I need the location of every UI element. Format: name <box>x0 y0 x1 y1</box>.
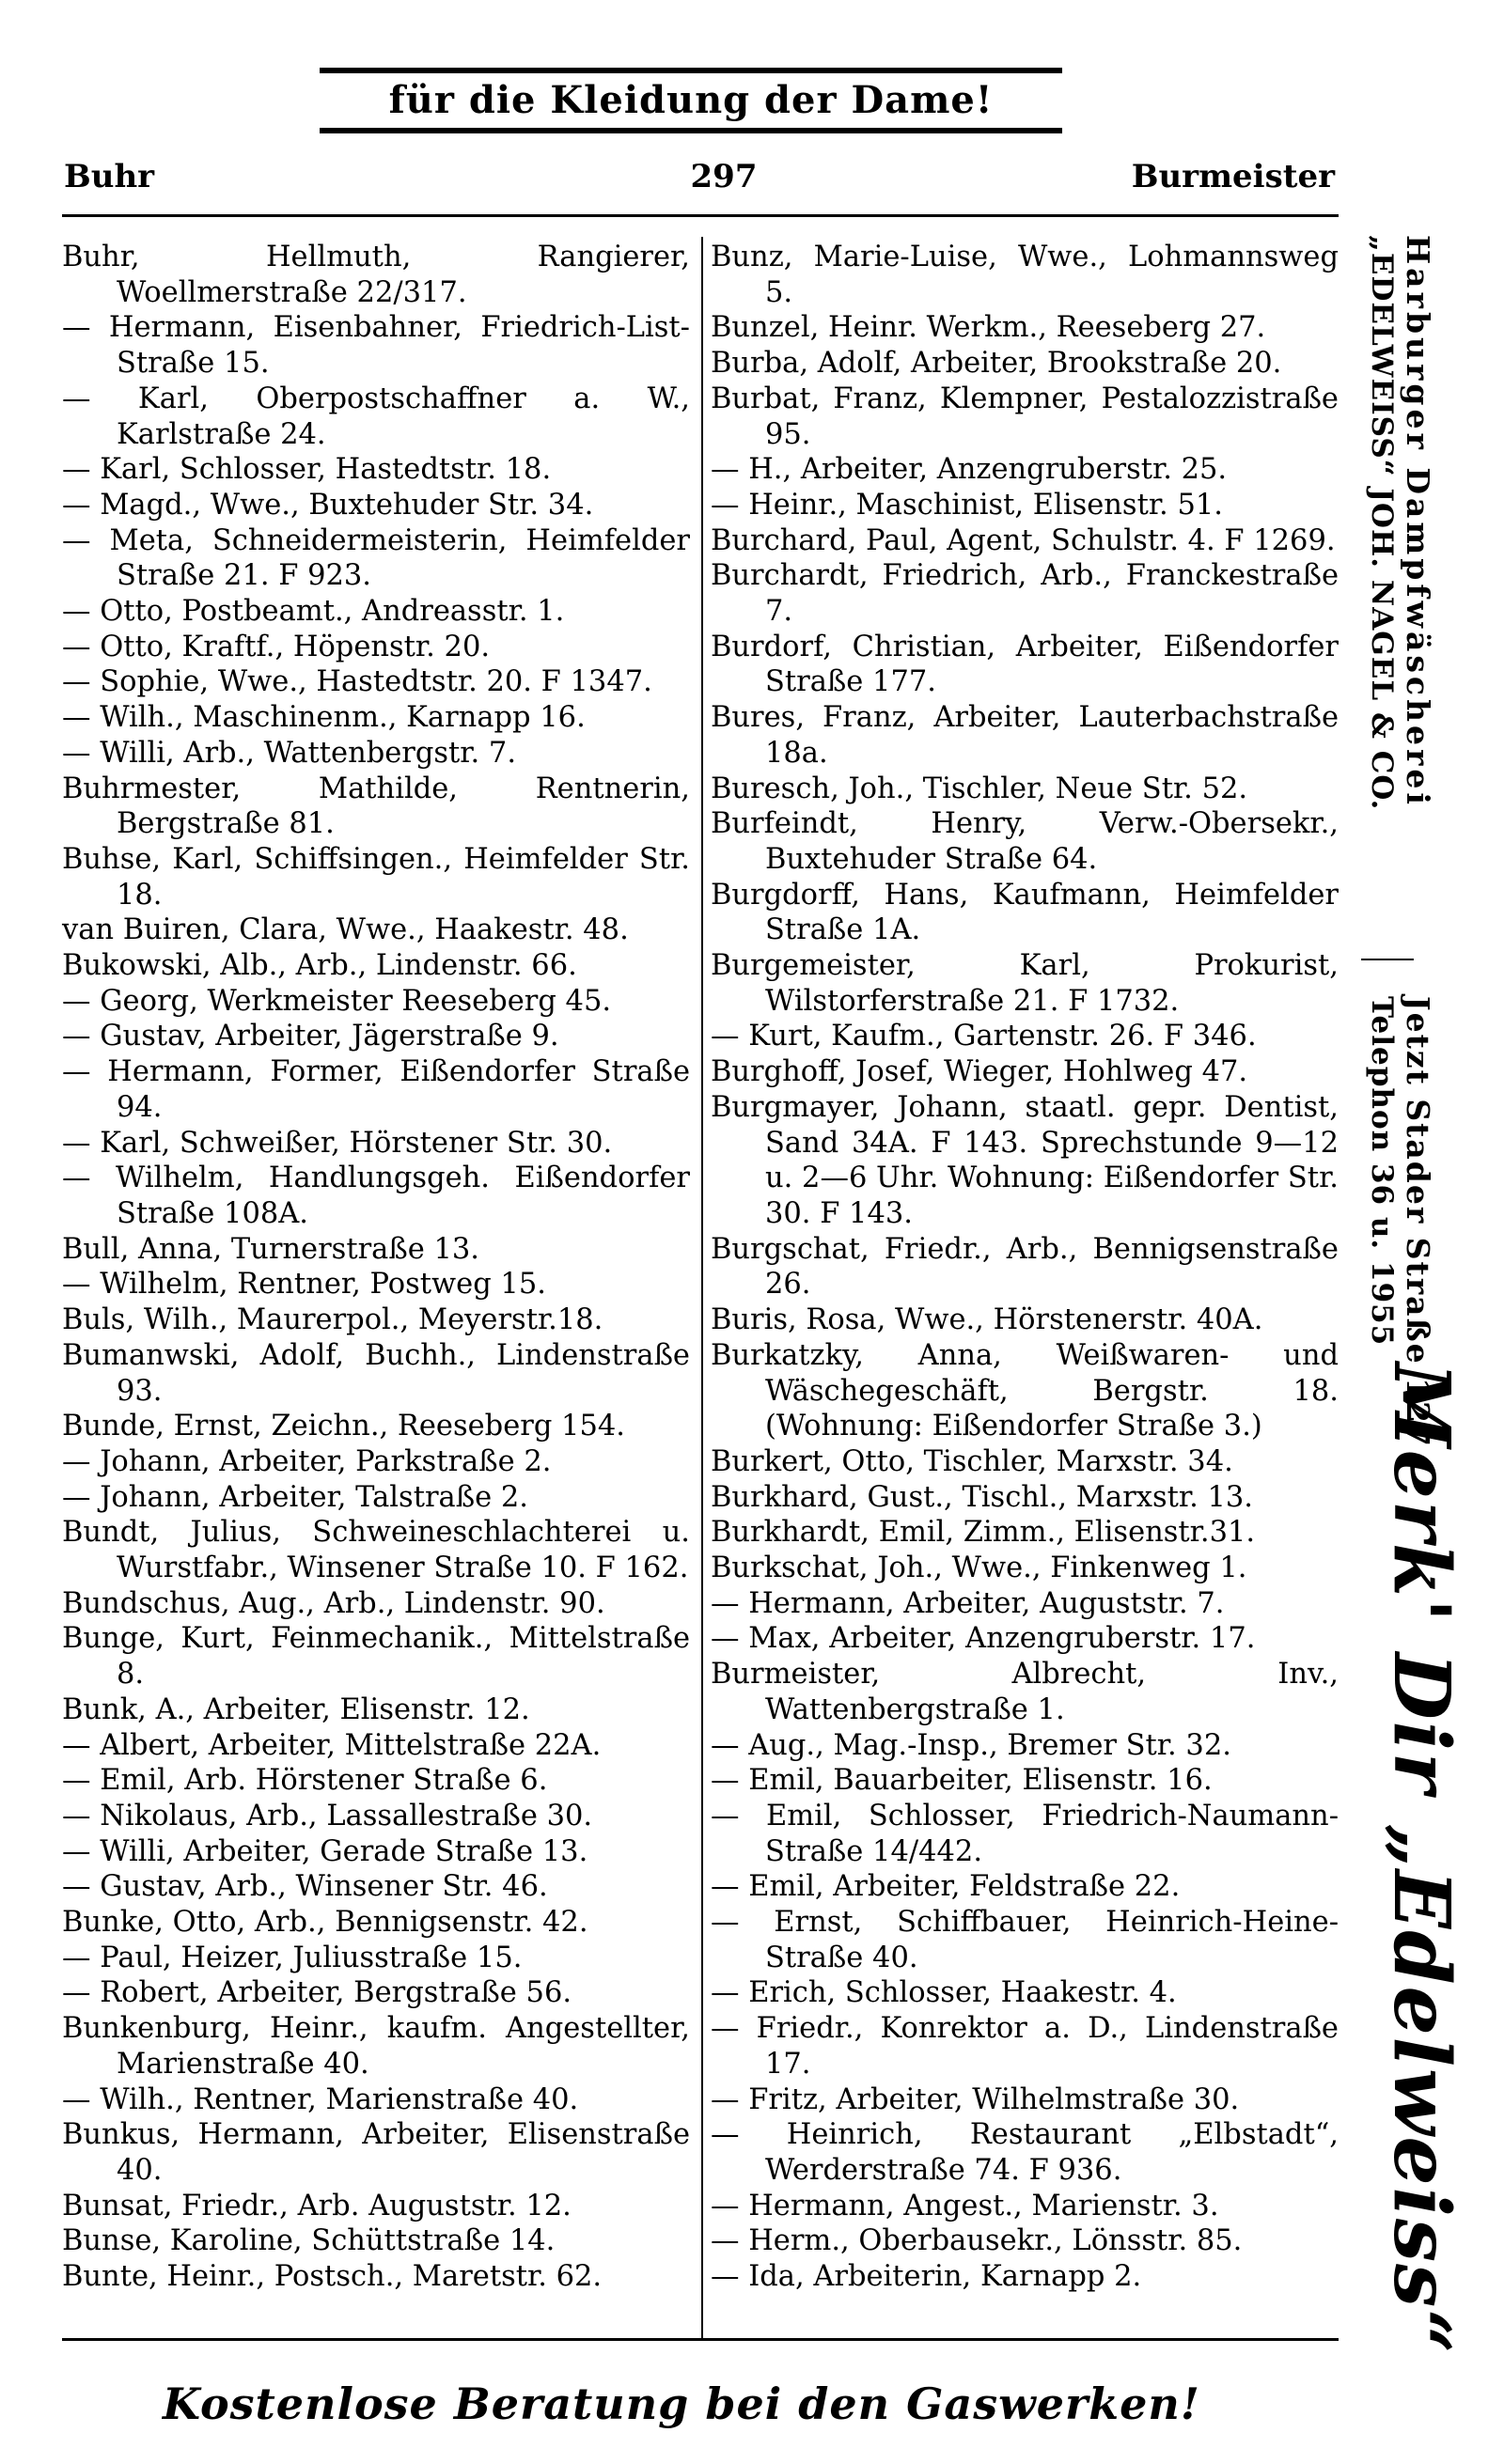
directory-entry: — Erich, Schlosser, Haakestr. 4. <box>711 1976 1177 2010</box>
directory-entry: Bull, Anna, Turnerstraße 13. <box>62 1232 479 1266</box>
right-column <box>711 240 1339 2295</box>
directory-entry: Bundschus, Aug., Arb., Lindenstr. 90. <box>62 1586 605 1620</box>
directory-entry: Bukowski, Alb., Arb., Lindenstr. 66. <box>62 949 577 983</box>
directory-entry: — Emil, Arbeiter, Feldstraße 22. <box>711 1870 1181 1904</box>
directory-entry: — Albert, Arbeiter, Mittelstraße 22A. <box>62 1728 602 1762</box>
directory-entry: — Karl, Schweißer, Hörstener Str. 30. <box>62 1126 613 1160</box>
directory-entry: Burdorf, Christian, Arbeiter, Eißendorfer Straße 177. <box>711 630 1339 699</box>
directory-entry: Buhr, Hellmuth, Rangierer, Woellmerstraße 22/317. <box>62 241 690 309</box>
directory-entry: Burkschat, Joh., Wwe., Finkenweg 1. <box>711 1552 1247 1585</box>
directory-entry: — Fritz, Arbeiter, Wilhelmstraße 30. <box>711 2082 1240 2116</box>
banner-bottom-rule <box>320 128 1062 133</box>
directory-entry: — Johann, Arbeiter, Talstraße 2. <box>62 1480 528 1514</box>
directory-entry: — Hermann, Eisenbahner, Friedrich-List-Straße 15. <box>62 311 690 381</box>
directory-entry: — Aug., Mag.-Insp., Bremer Str. 32. <box>711 1728 1231 1762</box>
directory-entry: Burmeister, Albrecht, Inv., Wattenbergstraße 1. <box>711 1658 1339 1726</box>
directory-entry: — Wilhelm, Rentner, Postweg 15. <box>62 1268 546 1302</box>
directory-entry: — Otto, Postbeamt., Andreasstr. 1. <box>62 595 565 629</box>
directory-entry: — Emil, Bauarbeiter, Elisenstr. 16. <box>711 1764 1213 1798</box>
column-divider <box>701 237 703 2338</box>
directory-entry: — Sophie, Wwe., Hastedtstr. 20. F 1347. <box>62 665 652 699</box>
directory-entry: — Willi, Arbeiter, Gerade Straße 13. <box>62 1834 588 1868</box>
directory-entry: Buhrmester, Mathilde, Rentnerin, Bergstraße 81. <box>62 772 690 841</box>
directory-entry: Burgdorff, Hans, Kaufmann, Heimfelder Straße 1A. <box>711 878 1339 947</box>
directory-entry: — Willi, Arb., Wattenbergstr. 7. <box>62 736 517 770</box>
directory-entry: — Heinrich, Restaurant „Elbstadt“, Werderstraße 74. F 936. <box>711 2118 1339 2187</box>
directory-entry: — Ernst, Schiffbauer, Heinrich-Heine-Straße 40. <box>711 1906 1339 1974</box>
directory-entry: Bunte, Heinr., Postsch., Maretstr. 62. <box>62 2260 603 2294</box>
directory-entry: — H., Arbeiter, Anzengruberstr. 25. <box>711 453 1228 487</box>
banner-top-rule <box>320 68 1062 73</box>
directory-entry: Bunkenburg, Heinr., kaufm. Angestellter, Marienstraße 40. <box>62 2012 690 2081</box>
directory-entry: Bunsat, Friedr., Arb. Auguststr. 12. <box>62 2189 572 2222</box>
directory-entry: Burkhardt, Emil, Zimm., Elisenstr.31. <box>711 1516 1256 1550</box>
page-number: 297 <box>690 158 758 195</box>
side-ad-slogan: Merk' Dir „Edelweiss“ <box>1376 1363 1466 2356</box>
directory-entry: — Otto, Kraftf., Höpenstr. 20. <box>62 630 491 663</box>
directory-entry: Burfeindt, Henry, Verw.-Obersekr., Buxtehuder Straße 64. <box>711 807 1339 876</box>
directory-entry: — Johann, Arbeiter, Parkstraße 2. <box>62 1444 552 1478</box>
directory-entry: — Herm., Oberbausekr., Lönsstr. 85. <box>711 2224 1243 2258</box>
directory-entry: Bumanwski, Adolf, Buchh., Lindenstraße 93. <box>62 1338 690 1408</box>
header-rule <box>62 214 1339 217</box>
directory-entry: Bunz, Marie-Luise, Wwe., Lohmannsweg 5. <box>711 241 1339 309</box>
directory-entry: Buls, Wilh., Maurerpol., Meyerstr.18. <box>62 1303 603 1337</box>
directory-entry: — Magd., Wwe., Buxtehuder Str. 34. <box>62 488 594 522</box>
directory-entry: — Gustav, Arbeiter, Jägerstraße 9. <box>62 1020 559 1053</box>
directory-entry: Bunse, Karoline, Schüttstraße 14. <box>62 2224 556 2258</box>
directory-entry: Burkert, Otto, Tischler, Marxstr. 34. <box>711 1444 1233 1478</box>
directory-entry: — Ida, Arbeiterin, Karnapp 2. <box>711 2260 1142 2294</box>
footer-advertisement: Kostenlose Beratung bei den Gaswerken! <box>162 2378 1201 2429</box>
side-ad-rule <box>1361 959 1414 960</box>
running-head-right: Burmeister <box>1131 158 1335 195</box>
left-column <box>62 240 690 2295</box>
directory-entry: Buresch, Joh., Tischler, Neue Str. 52. <box>711 772 1248 805</box>
directory-entry: Burgschat, Friedr., Arb., Bennigsenstraße 26. <box>711 1232 1339 1302</box>
directory-entry: Burchardt, Friedrich, Arb., Franckestraße 7. <box>711 559 1339 629</box>
directory-entry: — Paul, Heizer, Juliusstraße 15. <box>62 1941 523 1974</box>
directory-entry: — Hermann, Angest., Marienstr. 3. <box>711 2189 1219 2222</box>
directory-entry: — Georg, Werkmeister Reeseberg 45. <box>62 984 612 1018</box>
directory-entry: Burkhard, Gust., Tischl., Marxstr. 13. <box>711 1480 1253 1514</box>
directory-entry: — Max, Arbeiter, Anzengruberstr. 17. <box>711 1622 1256 1656</box>
side-ad-telephone: Telephon 36 u. 1955 <box>1365 996 1399 1347</box>
directory-entry: — Kurt, Kaufm., Gartenstr. 26. F 346. <box>711 1020 1257 1053</box>
side-ad-company: Harburger Dampfwäscherei <box>1400 235 1436 808</box>
directory-entry: — Wilhelm, Handlungsgeh. Eißendorfer Straße 108A. <box>62 1162 690 1230</box>
directory-entry: — Emil, Arb. Hörstener Straße 6. <box>62 1764 548 1798</box>
directory-entry: Burgmayer, Johann, staatl. gepr. Dentist, Sand 34A. F 143. Sprechstunde 9—12 u. 2—6 Uhr. Wohnung: Eißendorfer Str. 30. F 143. <box>711 1090 1339 1230</box>
directory-entry: Bundt, Julius, Schweineschlachterei u. Wurstfabr., Winsener Straße 10. F 162. <box>62 1516 690 1585</box>
directory-entry: Burgemeister, Karl, Prokurist, Wilstorferstraße 21. F 1732. <box>711 949 1339 1018</box>
directory-entry: Burchard, Paul, Agent, Schulstr. 4. F 1269. <box>711 523 1336 557</box>
side-ad-brand: „EDELWEISS“ JOH. NAGEL & CO. <box>1365 235 1399 811</box>
directory-entry: Burba, Adolf, Arbeiter, Brookstraße 20. <box>711 347 1282 381</box>
directory-entry: — Meta, Schneidermeisterin, Heimfelder Straße 21. F 923. <box>62 523 690 593</box>
directory-entry: Bunzel, Heinr. Werkm., Reeseberg 27. <box>711 311 1266 345</box>
directory-entry: Burkatzky, Anna, Weißwaren- und Wäschegeschäft, Bergstr. 18. (Wohnung: Eißendorfer Straße 3.) <box>711 1338 1339 1443</box>
directory-entry: Bunk, A., Arbeiter, Elisenstr. 12. <box>62 1692 530 1726</box>
directory-entry: — Karl, Schlosser, Hastedtstr. 18. <box>62 453 552 487</box>
directory-entry: — Wilh., Maschinenm., Karnapp 16. <box>62 701 586 735</box>
running-head-left: Buhr <box>64 158 155 195</box>
directory-entry: Bunke, Otto, Arb., Bennigsenstr. 42. <box>62 1906 588 1940</box>
directory-entry: Burbat, Franz, Klempner, Pestalozzistraße 95. <box>711 382 1339 451</box>
directory-entry: — Heinr., Maschinist, Elisenstr. 51. <box>711 488 1223 522</box>
directory-entry: — Wilh., Rentner, Marienstraße 40. <box>62 2082 579 2116</box>
directory-entry: — Friedr., Konrektor a. D., Lindenstraße 17. <box>711 2012 1339 2081</box>
directory-entry: — Hermann, Arbeiter, Auguststr. 7. <box>711 1586 1225 1620</box>
directory-entry: van Buiren, Clara, Wwe., Haakestr. 48. <box>62 913 629 947</box>
directory-entry: Bunge, Kurt, Feinmechanik., Mittelstraße 8. <box>62 1622 690 1692</box>
directory-entry: Buhse, Karl, Schiffsingen., Heimfelder Str. 18. <box>62 842 690 912</box>
directory-entry: — Nikolaus, Arb., Lassallestraße 30. <box>62 1799 593 1832</box>
directory-entry: Buris, Rosa, Wwe., Hörstenerstr. 40A. <box>711 1303 1263 1337</box>
directory-entry: — Hermann, Former, Eißendorfer Straße 94. <box>62 1055 690 1124</box>
directory-entry: — Emil, Schlosser, Friedrich-Naumann-Straße 14/442. <box>711 1799 1339 1868</box>
directory-entry: — Karl, Oberpostschaffner a. W., Karlstraße 24. <box>62 382 690 451</box>
side-ad-address: Jetzt Stader Straße 127 <box>1400 996 1436 1449</box>
banner-advertisement: für die Kleidung der Dame! <box>388 78 994 122</box>
directory-entry: Bunde, Ernst, Zeichn., Reeseberg 154. <box>62 1410 625 1443</box>
directory-entry: — Gustav, Arb., Winsener Str. 46. <box>62 1870 548 1904</box>
directory-entry: Bures, Franz, Arbeiter, Lauterbachstraße 18a. <box>711 701 1339 770</box>
directory-entry: Burghoff, Josef, Wieger, Hohlweg 47. <box>711 1055 1248 1089</box>
directory-entry: Bunkus, Hermann, Arbeiter, Elisenstraße 40. <box>62 2118 690 2187</box>
columns-bottom-rule <box>62 2338 1339 2341</box>
directory-entry: — Robert, Arbeiter, Bergstraße 56. <box>62 1976 572 2010</box>
